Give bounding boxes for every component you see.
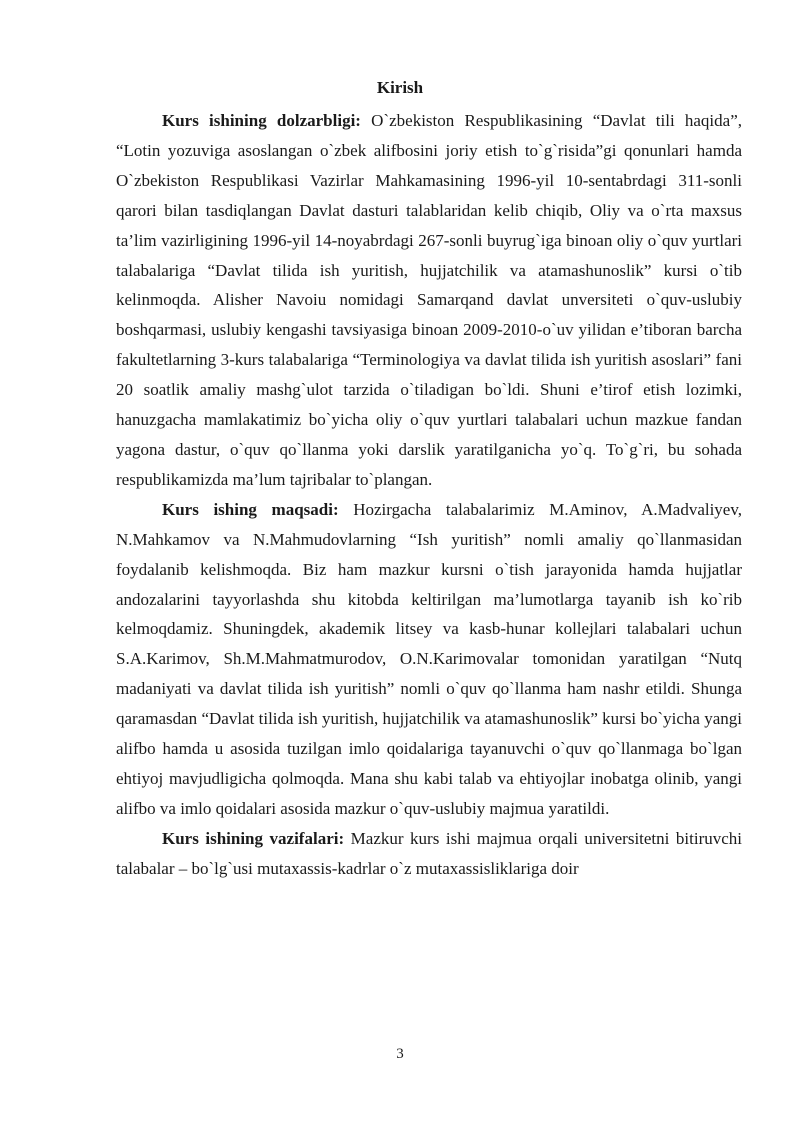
document-body <box>116 106 742 884</box>
paragraph-tasks <box>116 824 742 884</box>
paragraph-lead-tasks: Kurs ishining vazifalari: <box>162 828 345 848</box>
paragraph-text-relevance: O`zbekiston Respublikasining “Davlat tili haqida”, “Lotin yozuviga asoslangan o`zbek alifbosini joriy etish to`g`risida”gi qonunlari hamda O`zbekiston Respublikasi Vazirlar Mahkamasining 1996-yil 10-sentabrdagi 311-sonli qarori bilan tasdiqlangan Davlat dasturi talablaridan kelib chiqib, Oliy va o`rta maxsus ta’lim vazirligining 1996-yil 14-noyabrdagi 267-sonli buyrug`iga binoan oliy o`quv yurtlari talabalariga “Davlat tilida ish yuritish, hujjatchilik va atamashunoslik” kursi o`tib kelinmoqda. Alisher Navoiu nomidagi Samarqand davlat unversiteti o`quv-uslubiy boshqarmasi, uslubiy kengashi tavsiyasiga binoan 2009-2010-o`uv yilidan e’tiboran barcha fakultetlarning 3-kurs talabalariga “Terminologiya va davlat tilida ish yuritish asoslari” fani 20 soatlik amaliy mashg`ulot tarzida o`tiladigan bo`ldi. Shuni e’tirof etish lozimki, hanuzgacha mamlakatimiz bo`yicha oliy o`quv yurtlari talabalari uchun mazkue fandan yagona dastur, o`quv qo`llanma yoki darslik yaratilganicha yo`q. To`g`ri, bu sohada respublikamizda ma’lum tajribalar to`plangan. <box>116 111 742 489</box>
paragraph-relevance <box>116 106 742 495</box>
paragraph-text-tasks: Mazkur kurs ishi majmua orqali universitetni bitiruvchi talabalar – bo`lg`usi mutaxassis-kadrlar o`z mutaxassisliklariga doir <box>116 828 743 878</box>
section-heading: Kirish <box>376 78 424 97</box>
page-number: 3 <box>396 1046 404 1062</box>
paragraph-goal <box>116 495 742 824</box>
paragraph-lead-goal: Kurs ishing maqsadi: <box>162 499 339 519</box>
paragraph-text-goal: Hozirgacha talabalarimiz M.Aminov, A.Madvaliyev, N.Mahkamov va N.Mahmudovlarning “Ish yuritish” nomli amaliy qo`llanmasidan foydalanib kelishmoqda. Biz ham mazkur kursni o`tish jarayonida hamda hujjatlar andozalarini tayyorlashda shu kitobda keltirilgan ma’lumotlarga tayanib ish ko`rib kelmoqdamiz. Shuningdek, akademik litsey va kasb-hunar kollejlari talabalari uchun S.A.Karimov, Sh.M.Mahmatmurodov, O.N.Karimovalar tomonidan yaratilgan “Nutq madaniyati va davlat tilida ish yuritish” nomli o`quv qo`llanma ham nashr etildi. Shunga qaramasdan “Davlat tilida ish yuritish, hujjatchilik va atamashunoslik” kursi bo`yicha yangi alifbo hamda u asosida tuzilgan imlo qoidalariga tayanuvchi o`quv qo`llanmaga bo`lgan ehtiyoj mavjudligicha qolmoqda. Mana shu kabi talab va ehtiyojlar inobatga olinib, yangi alifbo va imlo qoidalari asosida mazkur o`quv-uslubiy majmua yaratildi. <box>116 499 743 818</box>
paragraph-lead-relevance: Kurs ishining dolzarbligi: <box>162 111 361 130</box>
